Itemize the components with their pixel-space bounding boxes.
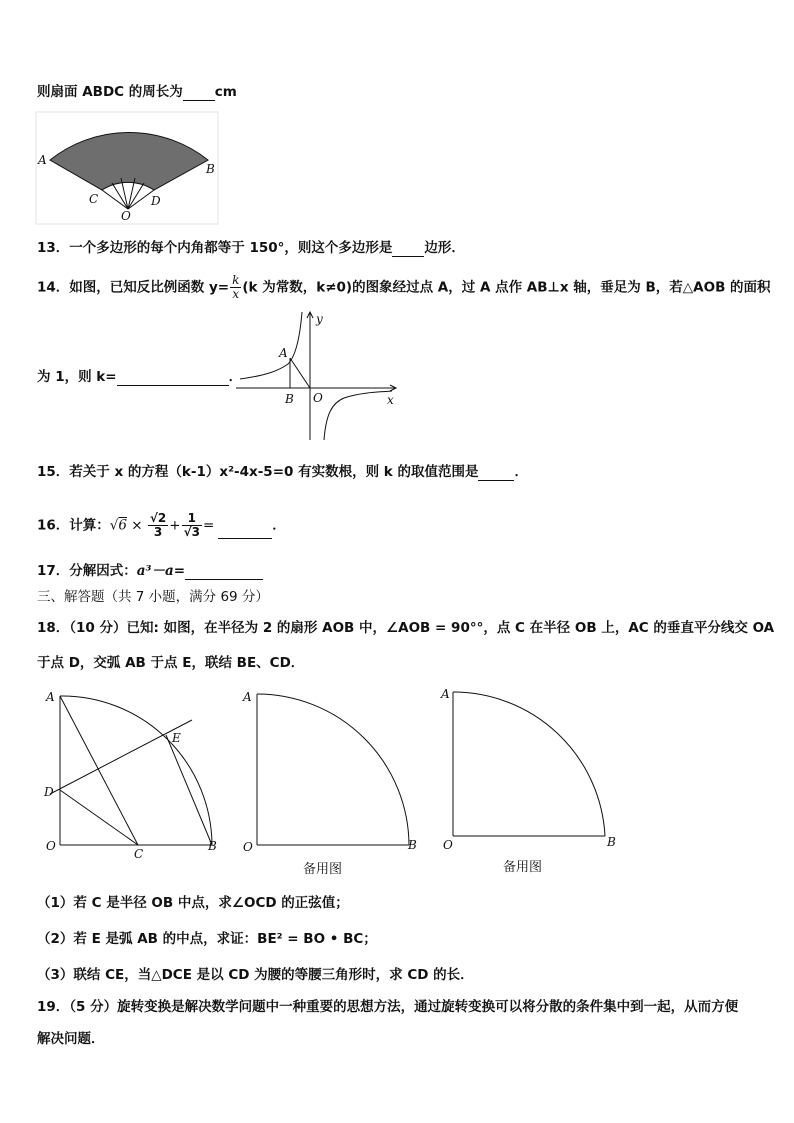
q15-text bbox=[37, 463, 528, 481]
q17-text bbox=[37, 562, 263, 580]
spare1-label-A: A bbox=[243, 690, 252, 704]
hyperbola-left-branch bbox=[240, 312, 302, 379]
fan-label-C: C bbox=[89, 192, 99, 206]
q16-equals: = bbox=[202, 517, 215, 534]
q18-line2: 于点 D，交弧 AB 于点 E，联结 BE、CD． bbox=[37, 655, 305, 671]
hyp-label-O: O bbox=[313, 391, 323, 405]
q14-text-b: (k 为常数，k≠0)的图象经过点 A，过 A 点作 AB⊥x 轴，垂足为 B，若△AOB 的面积 bbox=[242, 279, 771, 296]
q14-line2 bbox=[37, 368, 242, 386]
spare2-label-B: B bbox=[607, 835, 616, 849]
spare-caption-1: 备用图 bbox=[303, 862, 343, 877]
q18-main-figure bbox=[40, 686, 230, 862]
spare2-label-A: A bbox=[441, 687, 450, 701]
q16-frac2-den: √3 bbox=[183, 525, 200, 539]
q16-frac2 bbox=[182, 512, 202, 539]
q12-answer-blank[interactable] bbox=[183, 86, 215, 101]
q14-fraction bbox=[230, 274, 241, 301]
hyp-label-B: B bbox=[285, 392, 294, 406]
spare1-label-O: O bbox=[243, 840, 253, 854]
q19-line2: 解决问题． bbox=[37, 1031, 105, 1047]
q16-sqrt6-radicand: 6 bbox=[118, 517, 127, 534]
fan-label-B: B bbox=[206, 162, 215, 176]
q13-question: 13．一个多边形的每个内角都等于 150°，则这个多边形是 bbox=[37, 240, 393, 256]
section3-heading: 三、解答题（共 7 小题，满分 69 分） bbox=[37, 589, 269, 605]
q19-line1: 19．（5 分）旋转变换是解决数学问题中一种重要的思想方法，通过旋转变换可以将分散的条件集中到一起，从而方便 bbox=[37, 999, 739, 1015]
q18-spare-figure-1 bbox=[240, 686, 422, 856]
main-label-C: C bbox=[134, 847, 144, 861]
q14-answer-blank[interactable] bbox=[117, 371, 229, 386]
q14-frac-num: k bbox=[232, 273, 240, 287]
hyp-label-y: y bbox=[316, 312, 323, 326]
q14-hyperbola-figure bbox=[232, 306, 404, 444]
main-label-D: D bbox=[44, 785, 54, 799]
hyperbola-right-branch bbox=[324, 391, 392, 440]
q16-label: 16．计算： bbox=[37, 517, 110, 534]
main-label-E: E bbox=[172, 731, 181, 745]
q13-answer-blank[interactable] bbox=[392, 242, 424, 257]
q16-times: × bbox=[127, 517, 147, 534]
q16-answer-blank[interactable] bbox=[218, 524, 272, 539]
q14-frac-den: x bbox=[232, 287, 240, 301]
hyp-label-A: A bbox=[279, 346, 288, 360]
q16-plus: + bbox=[169, 517, 181, 534]
fan-shaded-region bbox=[50, 132, 208, 190]
q18-line1: 18．（10 分）已知: 如图，在半径为 2 的扇形 AOB 中，∠AOB = 90°°，点 C 在半径 OB 上，AC 的垂直平分线交 OA bbox=[37, 620, 775, 636]
main-label-A: A bbox=[46, 690, 55, 704]
q14-text-a: 14．如图，已知反比例函数 y= bbox=[37, 279, 230, 296]
q16-end: ． bbox=[272, 517, 286, 534]
q12-question: 则扇面 ABDC 的周长为 bbox=[37, 84, 183, 100]
fan-label-O: O bbox=[121, 209, 131, 223]
main-sector-arc bbox=[60, 696, 212, 845]
spare1-label-B: B bbox=[408, 838, 417, 852]
q18-sub2: （2）若 E 是弧 AB 的中点，求证：BE² = BO • BC； bbox=[37, 931, 377, 947]
hyp-label-x: x bbox=[387, 393, 394, 407]
q17-label: 17．分解因式： bbox=[37, 563, 137, 579]
q12-unit: cm bbox=[214, 84, 237, 100]
spare-caption-2: 备用图 bbox=[503, 860, 543, 875]
spare2-label-O: O bbox=[443, 838, 453, 852]
q13-question-end: 边形． bbox=[424, 240, 465, 256]
q17-answer-blank[interactable] bbox=[185, 565, 263, 580]
segment-DC bbox=[60, 790, 138, 845]
q14-text-d: ． bbox=[228, 369, 243, 385]
q16-sqrt6: √6 bbox=[109, 517, 127, 534]
q16-frac1 bbox=[148, 512, 168, 539]
q16-frac2-num: 1 bbox=[182, 512, 202, 526]
main-label-O: O bbox=[46, 839, 56, 853]
q17-expression: a³－a= bbox=[136, 563, 186, 579]
q16-frac1-den: 3 bbox=[153, 525, 163, 539]
fan-inner-arc bbox=[102, 182, 154, 209]
q14-line1 bbox=[37, 274, 771, 301]
q16-frac1-num: √2 bbox=[149, 511, 167, 525]
q15-question-end: ． bbox=[514, 464, 528, 480]
q16-text bbox=[37, 512, 286, 539]
main-label-B: B bbox=[208, 839, 217, 853]
q13-text bbox=[37, 239, 465, 257]
segment-EB bbox=[166, 735, 212, 845]
q12-fan-figure bbox=[36, 112, 218, 224]
q14-text-c: 为 1，则 k= bbox=[37, 369, 117, 385]
fan-label-D: D bbox=[151, 194, 161, 208]
q12-text bbox=[37, 83, 237, 101]
segment-AO bbox=[290, 358, 310, 388]
q15-answer-blank[interactable] bbox=[478, 466, 514, 481]
perp-bisector bbox=[50, 720, 192, 794]
q18-spare-figure-2 bbox=[439, 684, 621, 854]
q15-question: 15．若关于 x 的方程（k-1）x²-4x-5=0 有实数根，则 k 的取值范围是 bbox=[37, 464, 479, 480]
segment-AC bbox=[60, 696, 138, 845]
q18-sub3: （3）联结 CE，当△DCE 是以 CD 为腰的等腰三角形时，求 CD 的长． bbox=[37, 967, 474, 983]
q18-sub1: （1）若 C 是半径 OB 中点，求∠OCD 的正弦值； bbox=[37, 895, 349, 911]
fan-label-A: A bbox=[38, 153, 47, 167]
